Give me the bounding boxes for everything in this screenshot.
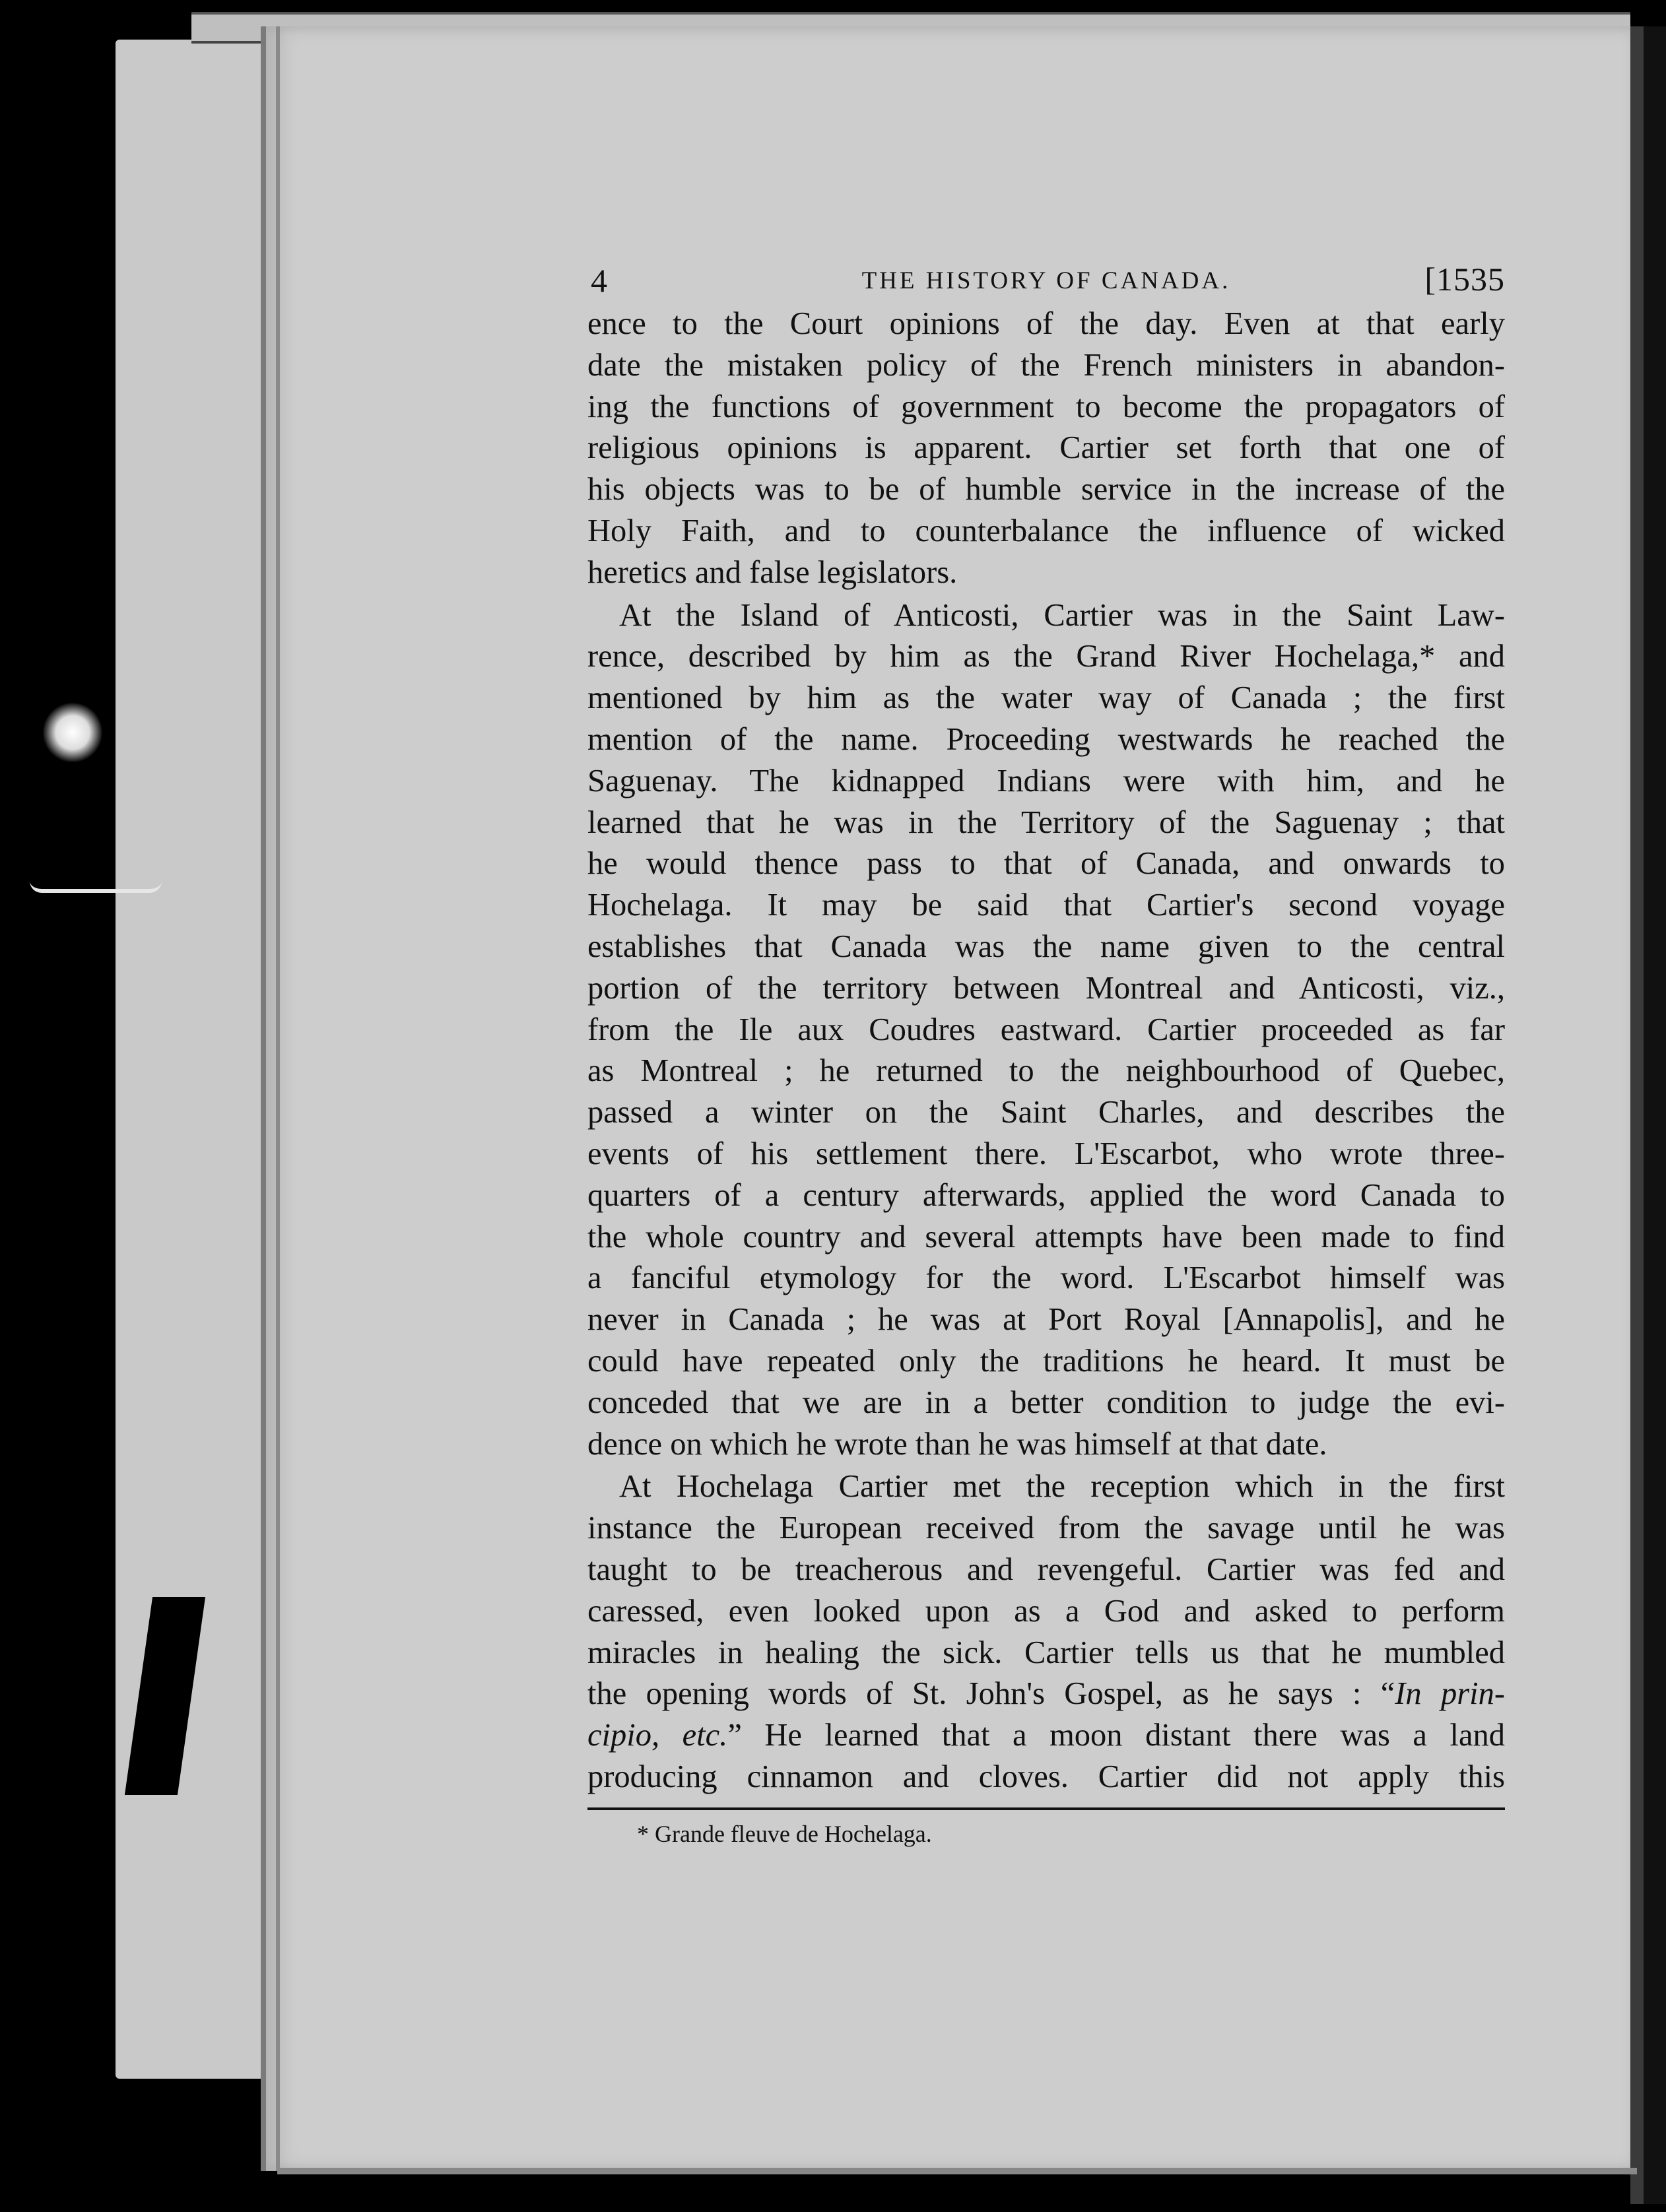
body-text — [587, 304, 1505, 1798]
scan-scratch — [30, 881, 162, 893]
page-number: 4 — [591, 262, 607, 299]
running-header — [587, 257, 1505, 304]
text-line: Holy Faith, and to counterbalance the influence of wicked — [587, 513, 1505, 548]
text-fragment: ” He learned that a moon distant there was a land — [727, 1718, 1505, 1753]
text-line: his objects was to be of humble service in the increase of the — [587, 472, 1505, 507]
latin-phrase: cipio, etc. — [587, 1718, 728, 1753]
text-line: portion of the territory between Montreal and Anticosti, viz., — [587, 970, 1505, 1006]
gutter-dark — [1644, 26, 1666, 2204]
text-line: conceded that we are in a better condition to judge the evi- — [587, 1384, 1505, 1420]
text-line: events of his settlement there. L'Escarbot, who wrote three- — [587, 1136, 1505, 1171]
text-line: as Montreal ; he returned to the neighbourhood of Quebec, — [587, 1053, 1505, 1089]
paragraph — [587, 595, 1505, 1466]
footnote-rule — [587, 1807, 1505, 1810]
text-line: At the Island of Anticosti, Cartier was in the Saint Law- — [619, 597, 1505, 633]
text-line: religious opinions is apparent. Cartier set forth that one of — [587, 430, 1505, 466]
text-line: heretics and false legislators. — [587, 554, 958, 590]
text-line: dence on which he wrote than he was himself at that date. — [587, 1426, 1327, 1462]
latin-phrase: In prin- — [1395, 1676, 1505, 1712]
text-line: miracles in healing the sick. Cartier tells us that he mumbled — [587, 1635, 1505, 1670]
text-line: Saguenay. The kidnapped Indians were with him, and he — [587, 763, 1505, 798]
text-line: caressed, even looked upon as a God and asked to perform — [587, 1593, 1505, 1629]
footnote: * Grande fleuve de Hochelaga. — [637, 1820, 932, 1847]
text-line: ing the functions of government to become the propagators of — [587, 389, 1505, 424]
text-line: quarters of a century afterwards, applied the word Canada to — [587, 1177, 1505, 1213]
text-line: learned that he was in the Territory of the Saguenay ; that — [587, 804, 1505, 840]
year-marker: [1535 — [1424, 261, 1505, 298]
text-line: Hochelaga. It may be said that Cartier's second voyage — [587, 888, 1505, 923]
text-line: producing cinnamon and cloves. Cartier did not apply this — [587, 1759, 1505, 1794]
text-line: establishes that Canada was the name given to the central — [587, 928, 1505, 964]
text-line: At Hochelaga Cartier met the reception which in the first — [619, 1469, 1505, 1505]
text-line: mentioned by him as the water way of Canada ; the first — [587, 680, 1505, 716]
paragraph — [587, 1466, 1505, 1798]
text-line: rence, described by him as the Grand River Hochelaga,* and — [587, 639, 1505, 674]
text-block — [587, 257, 1505, 1848]
light-glare — [43, 703, 102, 762]
text-line: ence to the Court opinions of the day. Even at that early — [587, 306, 1505, 341]
text-line: he would thence pass to that of Canada, and onwards to — [587, 846, 1505, 882]
text-line — [587, 1715, 1505, 1757]
text-line: mention of the name. Proceeding westwards he reached the — [587, 721, 1505, 757]
text-line: could have repeated only the traditions he heard. It must be — [587, 1343, 1505, 1379]
text-line: passed a winter on the Saint Charles, and describes the — [587, 1095, 1505, 1130]
text-line: taught to be treacherous and revengeful. Cartier was fed and — [587, 1551, 1505, 1587]
text-line: never in Canada ; he was at Port Royal [Annapolis], and he — [587, 1302, 1505, 1338]
paragraph — [587, 304, 1505, 594]
text-line: date the mistaken policy of the French ministers in abandon- — [587, 347, 1505, 383]
text-line: the opening words of St. John's Gospel, as he says : “In prin- — [587, 1676, 1505, 1712]
text-line: instance the European received from the savage until he was — [587, 1511, 1505, 1546]
page-bottom-edge — [277, 2168, 1637, 2174]
text-line: a fanciful etymology for the word. L'Escarbot himself was — [587, 1260, 1505, 1296]
text-line: from the Ile aux Coudres eastward. Cartier proceeded as far — [587, 1012, 1505, 1047]
running-title: THE HISTORY OF CANADA. — [861, 267, 1231, 294]
text-line: the whole country and several attempts have been made to find — [587, 1219, 1505, 1254]
page-edge-line — [276, 26, 280, 2171]
